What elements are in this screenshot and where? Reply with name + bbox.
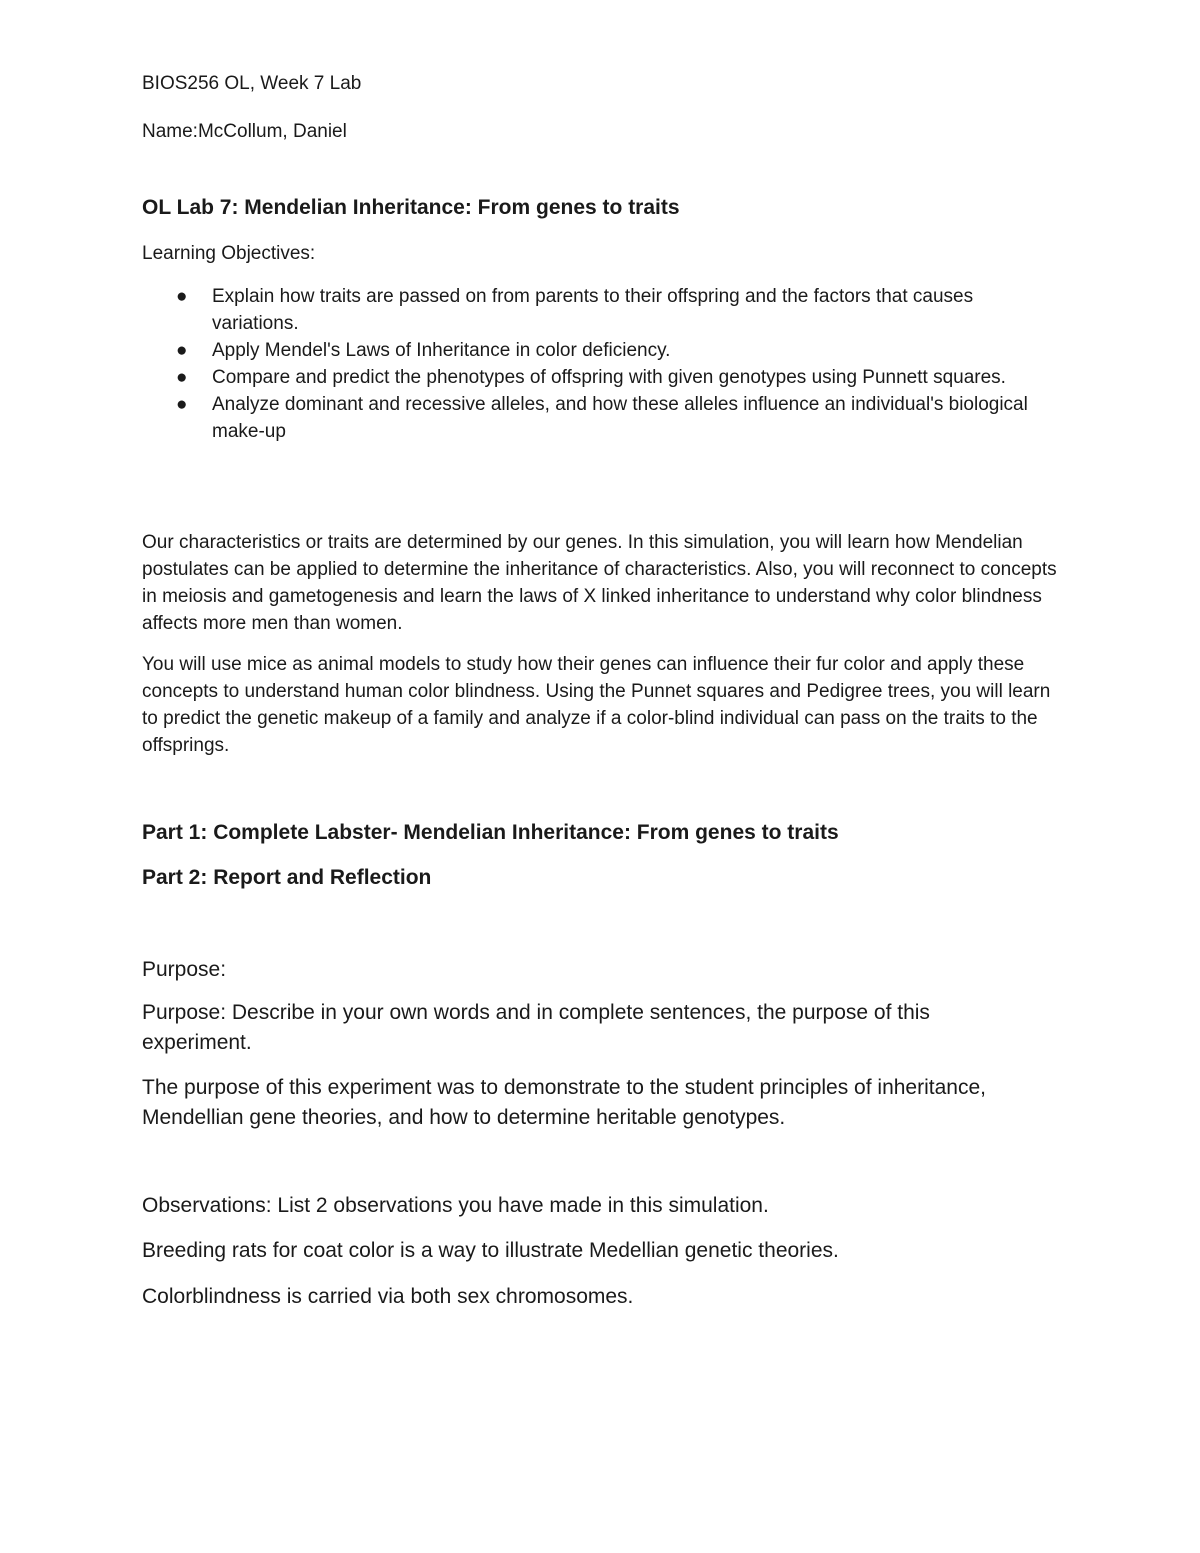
objective-text: Compare and predict the phenotypes of offspring with given genotypes using Punnett squares. — [212, 367, 1006, 388]
intro-paragraph-1: Our characteristics or traits are determined by our genes. In this simulation, you will learn how Mendelian postulates can be applied to determine the inheritance of characteristics. Also, you will reconnect to concepts in meiosis and gametogenesis and learn the laws of X linked inheritance to understand why color blindness affects more men than women. — [142, 532, 1057, 634]
bullet-icon: ● — [176, 394, 188, 415]
lab-title: OL Lab 7: Mendelian Inheritance: From genes to traits — [142, 196, 680, 219]
objective-item — [142, 364, 1062, 391]
bullet-icon: ● — [176, 367, 188, 388]
objectives-list — [142, 283, 1062, 445]
bullet-icon: ● — [176, 286, 188, 307]
objective-item — [142, 337, 1062, 364]
purpose-label: Purpose: — [142, 958, 227, 981]
student-name: Name:McCollum, Daniel — [142, 121, 347, 142]
purpose-prompt: Purpose: Describe in your own words and in complete sentences, the purpose of this experiment. — [142, 1001, 930, 1054]
objective-text: Apply Mendel's Laws of Inheritance in color deficiency. — [212, 340, 671, 361]
observation-item: Colorblindness is carried via both sex chromosomes. — [142, 1285, 634, 1308]
part-2-heading: Part 2: Report and Reflection — [142, 866, 432, 889]
part-1-heading: Part 1: Complete Labster- Mendelian Inheritance: From genes to traits — [142, 821, 839, 844]
bullet-icon: ● — [176, 340, 188, 361]
objectives-label: Learning Objectives: — [142, 243, 316, 264]
observation-item: Breeding rats for coat color is a way to illustrate Medellian genetic theories. — [142, 1239, 839, 1262]
objective-text: Explain how traits are passed on from parents to their offspring and the factors that causes variations. — [212, 286, 974, 334]
purpose-answer: The purpose of this experiment was to demonstrate to the student principles of inheritance, Mendellian gene theories, and how to determine heritable genotypes. — [142, 1076, 986, 1129]
course-header: BIOS256 OL, Week 7 Lab — [142, 73, 362, 94]
objective-item — [142, 391, 1062, 445]
objective-text: Analyze dominant and recessive alleles, and how these alleles influence an individual's biological make-up — [212, 394, 1028, 442]
observations-prompt: Observations: List 2 observations you have made in this simulation. — [142, 1194, 769, 1217]
objective-item — [142, 283, 1062, 337]
intro-paragraph-2: You will use mice as animal models to study how their genes can influence their fur color and apply these concepts to understand human color blindness. Using the Punnet squares and Pedigree trees, you will learn to predict the genetic makeup of a family and analyze if a color-blind individual can pass on the traits to the offsprings. — [142, 654, 1051, 756]
